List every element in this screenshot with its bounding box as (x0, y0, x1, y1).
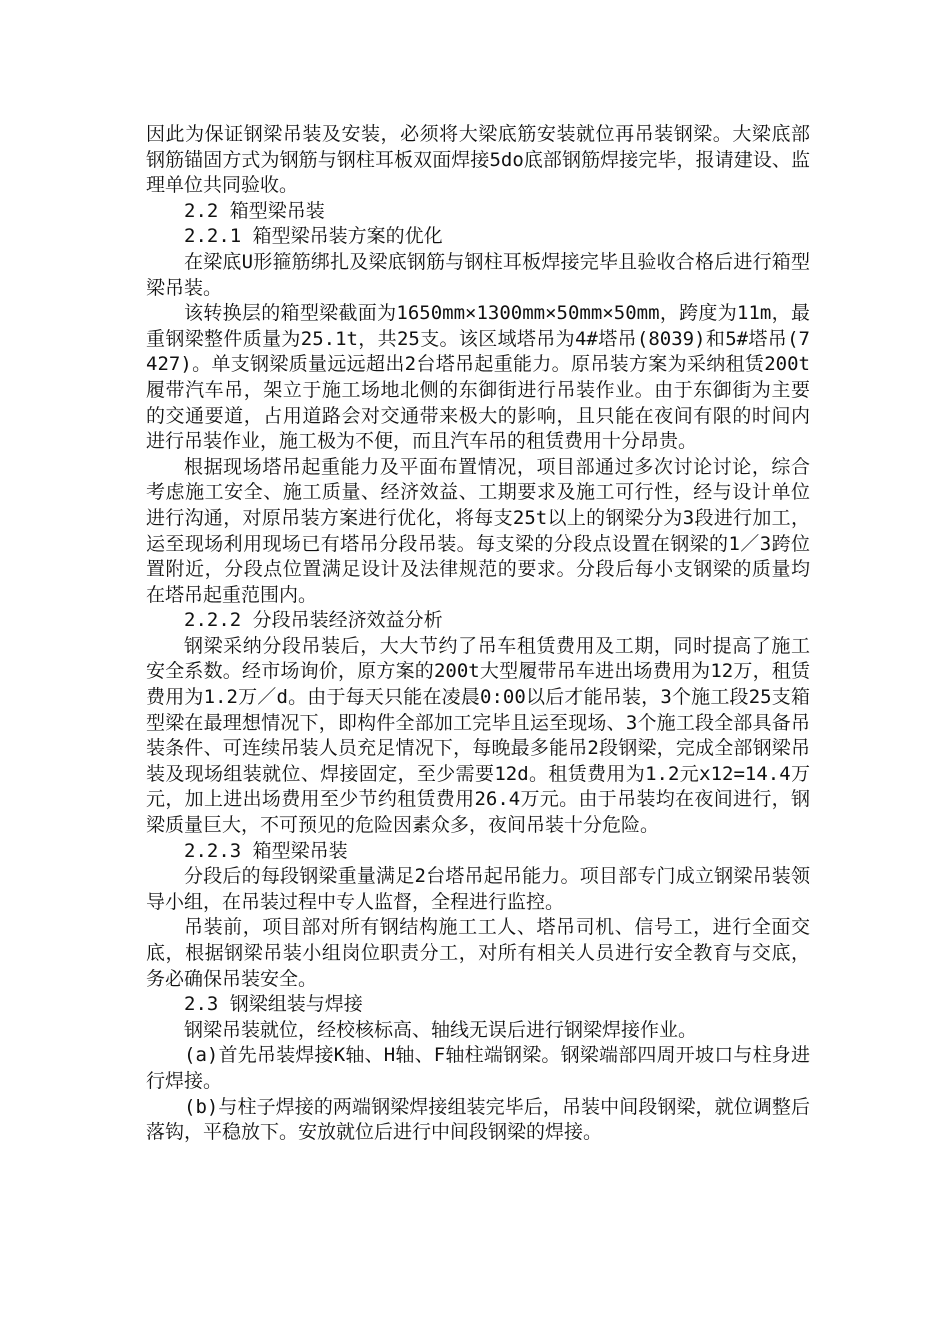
paragraph: 根据现场塔吊起重能力及平面布置情况，项目部通过多次讨论讨论，综合考虑施工安全、施工质量、经济效益、工期要求及施工可行性，经与设计单位进行沟通，对原吊装方案进行优化，将每支25t以上的钢梁分为3段进行加工，运至现场利用现场已有塔吊分段吊装。每支梁的分段点设置在钢梁的1／3跨位置附近，分段点位置满足设计及法律规范的要求。分段后每小支钢梁的质量均在塔吊起重范围内。 (146, 455, 810, 606)
paragraph-intro: 因此为保证钢梁吊装及安装，必须将大梁底筋安装就位再吊装钢梁。大梁底部钢筋锚固方式为钢筋与钢柱耳板双面焊接5do底部钢筋焊接完毕，报请建设、监理单位共同验收。 (146, 123, 810, 197)
paragraph: 钢梁采纳分段吊装后，大大节约了吊车租赁费用及工期，同时提高了施工安全系数。经市场询价，原方案的200t大型履带吊车进出场费用为12万，租赁费用为1.2万／d。由于每天只能在凌晨0:00以后才能吊装，3个施工段25支箱型梁在最理想情况下，即构件全部加工完毕且运至现场、3个施工段全部具备吊装条件、可连续吊装人员充足情况下，每晚最多能吊2段钢梁，完成全部钢梁吊装及现场组装就位、焊接固定，至少需要12d。租赁费用为1.2元x12=14.4万元，加上进出场费用至少节约租赁费用26.4万元。由于吊装均在夜间进行，钢梁质量巨大，不可预见的危险因素众多，夜间吊装十分危险。 (146, 634, 810, 837)
section-heading-2-2: 2.2 箱型梁吊装 (184, 199, 325, 222)
document-body (146, 122, 810, 1146)
paragraph: 钢梁吊装就位，经校核标高、轴线无误后进行钢梁焊接作业。 (184, 1018, 698, 1041)
paragraph: 在梁底U形箍筋绑扎及梁底钢筋与钢柱耳板焊接完毕且验收合格后进行箱型梁吊装。 (146, 250, 810, 299)
section-heading-2-2-1: 2.2.1 箱型梁吊装方案的优化 (184, 225, 443, 248)
paragraph: 该转换层的箱型梁截面为1650mm×1300mm×50mm×50mm，跨度为11m，最重钢梁整件质量为25.1t，共25支。该区域塔吊为4#塔吊(8039)和5#塔吊(7427)。单支钢梁质量远远超出2台塔吊起重能力。原吊装方案为采纳租赁200t履带汽车吊，架立于施工场地北侧的东御街进行吊装作业。由于东御街为主要的交通要道，占用道路会对交通带来极大的影响，且只能在夜间有限的时间内进行吊装作业，施工极为不便，而且汽车吊的租赁费用十分昂贵。 (146, 302, 810, 453)
section-heading-2-2-2: 2.2.2 分段吊装经济效益分析 (184, 609, 443, 632)
section-heading-2-2-3: 2.2.3 箱型梁吊装 (184, 839, 348, 862)
paragraph: 分段后的每段钢梁重量满足2台塔吊起吊能力。项目部专门成立钢梁吊装领导小组，在吊装过程中专人监督，全程进行监控。 (146, 865, 810, 913)
paragraph: (a)首先吊装焊接K轴、H轴、F轴柱端钢梁。钢梁端部四周开坡口与柱身进行焊接。 (146, 1044, 810, 1092)
section-heading-2-3: 2.3 钢梁组装与焊接 (184, 993, 363, 1016)
paragraph: 吊装前，项目部对所有钢结构施工工人、塔吊司机、信号工，进行全面交底，根据钢梁吊装小组岗位职责分工，对所有相关人员进行安全教育与交底，务必确保吊装安全。 (146, 916, 810, 990)
paragraph: (b)与柱子焊接的两端钢梁焊接组装完毕后，吊装中间段钢梁，就位调整后落钩，平稳放下。安放就位后进行中间段钢梁的焊接。 (146, 1095, 810, 1144)
